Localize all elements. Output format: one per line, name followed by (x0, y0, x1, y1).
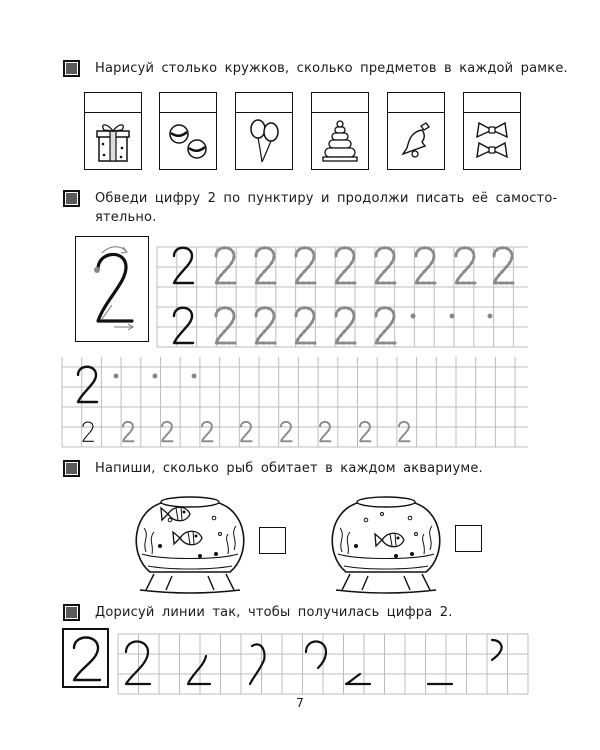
answer-box-aquarium-2[interactable] (455, 525, 482, 552)
aquariums (0, 484, 600, 594)
task-2-text-line2: ятельно. (95, 210, 157, 225)
task-4-text: Дорисуй линии так, чтобы получилась цифра 2. (95, 605, 453, 620)
task-4 (63, 603, 453, 622)
task-marker (63, 604, 80, 621)
complete-lines-grid[interactable] (0, 622, 600, 702)
solid-small-digit-2 (83, 422, 93, 441)
task-marker (63, 460, 80, 477)
grid-lines (62, 247, 528, 447)
dashed-digits-row2 (216, 308, 395, 343)
answer-box-aquarium-1[interactable] (259, 527, 286, 554)
task-2-text-line1: Обведи цифру 2 по пунктиру и продолжи писать её самосто- (95, 191, 558, 206)
dashed-small-digits (123, 422, 409, 441)
start-dots-row3 (114, 374, 197, 379)
task-3 (63, 459, 483, 478)
task-1-text: Нарисуй столько кружков, сколько предметов в каждой рамке. (95, 61, 568, 76)
dashed-digits-row1 (216, 248, 513, 283)
partial-digit-strokes (126, 640, 502, 684)
aquarium-1 (136, 497, 243, 593)
aquarium-2 (332, 497, 439, 593)
solid-digit-2 (78, 367, 97, 402)
start-dots-row2 (411, 314, 493, 319)
task-3-text: Напиши, сколько рыб обитает в каждом аквариуме. (95, 461, 483, 476)
page-number: 7 (296, 696, 304, 710)
